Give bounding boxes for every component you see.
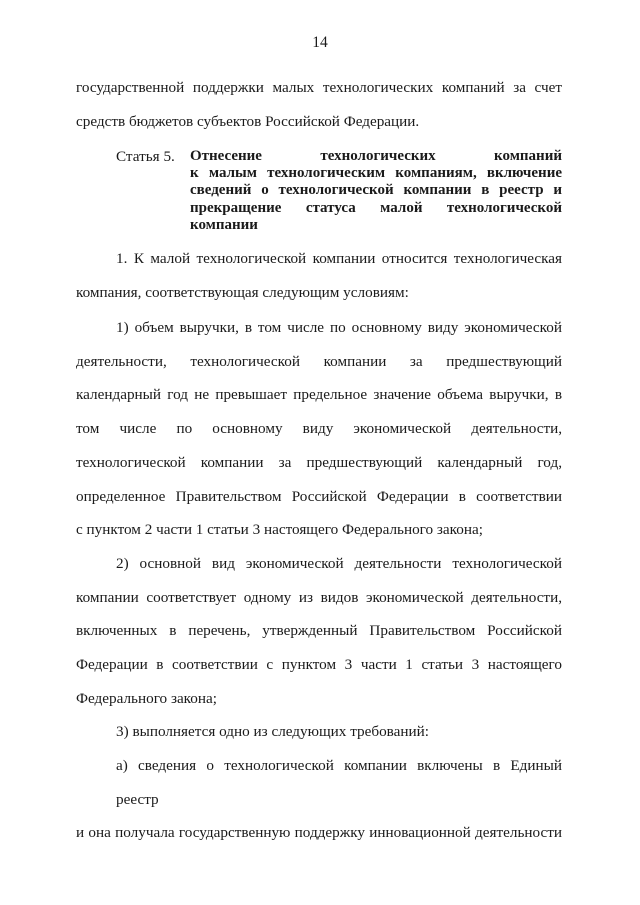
text-line: государственной поддержки малых технологических компаний за счет (76, 79, 562, 96)
intro-paragraph (76, 71, 562, 138)
text-line: 1) объем выручки, в том числе по основному виду экономической (116, 319, 562, 336)
title-line: к малым технологическим компаниям, включение (190, 165, 562, 182)
article-label: Статья 5. (116, 148, 175, 165)
text-line: с пунктом 2 части 1 статьи 3 настоящего Федерального закона; (76, 521, 483, 539)
text-line: 3) выполняется одно из следующих требований: (116, 723, 429, 740)
text-line: и она получала государственную поддержку инновационной деятельности (76, 824, 562, 842)
text-line: деятельности, технологической компании за предшествующий (76, 352, 562, 370)
text-line: календарный год не превышает предельное значение объема выручки, в (76, 386, 562, 404)
title-line: сведений о технологической компании в реестр и (190, 182, 562, 199)
text-line: 2) основной вид экономической деятельности технологической (116, 555, 562, 572)
title-line: компании (190, 216, 258, 233)
text-line: 1. К малой технологической компании относится технологическая (116, 250, 562, 267)
text-line: Федерального закона; (76, 689, 217, 707)
text-line: а) сведения о технологической компании включены в Единый реестр (116, 757, 562, 808)
paragraph-item-1 (76, 311, 562, 547)
paragraph-subitem-a (76, 749, 562, 850)
title-line: Отнесение технологических компаний (190, 148, 562, 164)
paragraph-item-2 (76, 547, 562, 716)
text-line: том числе по основному виду экономической деятельности, (76, 420, 562, 438)
text-line: компании соответствует одному из видов экономической деятельности, (76, 588, 562, 606)
page-number: 14 (312, 34, 328, 51)
text-line: включенных в перечень, утвержденный Правительством Российской (76, 622, 562, 640)
title-line: прекращение статуса малой технологической (190, 199, 562, 216)
text-line: средств бюджетов субъектов Российской Федерации. (76, 112, 420, 130)
text-line: компания, соответствующая следующим условиям: (76, 283, 409, 301)
paragraph-item-3 (76, 715, 562, 749)
article-title (190, 148, 562, 234)
text-line: определенное Правительством Российской Федерации в соответствии (76, 487, 562, 505)
text-line: Федерации в соответствии с пунктом 3 части 1 статьи 3 настоящего (76, 656, 562, 674)
paragraph-1 (76, 242, 562, 309)
text-line: технологической компании за предшествующий календарный год, (76, 453, 562, 471)
